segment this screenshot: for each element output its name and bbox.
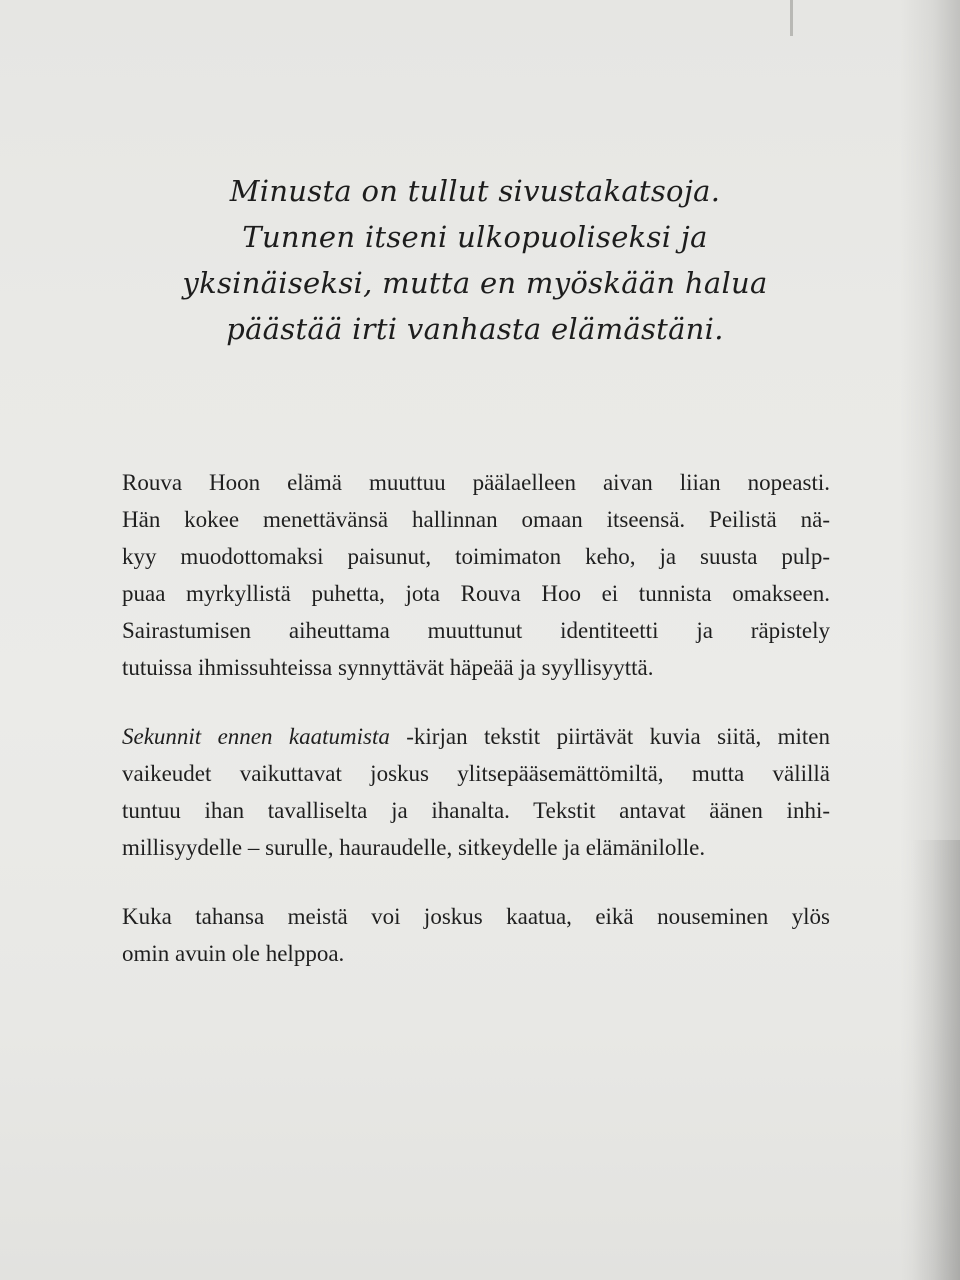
page-edge-lower-shadow (912, 840, 960, 1280)
epigraph-line: päästää irti vanhasta elämästäni. (226, 312, 724, 346)
paragraph-3 (122, 898, 830, 972)
epigraph-line: Minusta on tullut sivustakatsoja. (229, 174, 721, 208)
paragraph-1 (122, 464, 830, 686)
text-line: Hän kokee menettävänsä hallinnan omaan itseensä. Peilistä nä- (122, 507, 830, 532)
text-line: Sairastumisen aiheuttama muuttunut identiteetti ja räpistely (122, 618, 830, 643)
page-corner-mark (790, 0, 793, 36)
text-line: Kuka tahansa meistä voi joskus kaatua, eikä nouseminen ylös (122, 904, 830, 929)
paragraph-2 (122, 718, 830, 866)
text-line: kyy muodottomaksi paisunut, toimimaton keho, ja suusta pulp- (122, 544, 830, 569)
text-line: vaikeudet vaikuttavat joskus ylitsepääsemättömiltä, mutta välillä (122, 761, 830, 786)
text-line: omin avuin ole helppoa. (122, 941, 345, 966)
text-fragment: -kirjan tekstit piirtävät kuvia siitä, miten (389, 724, 830, 749)
text-line: millisyydelle – surulle, hauraudelle, sitkeydelle ja elämänilolle. (122, 835, 706, 860)
text-line: tutuissa ihmissuhteissa synnyttävät häpeää ja syyllisyyttä. (122, 655, 654, 680)
text-line: puaa myrkyllistä puhetta, jota Rouva Hoo ei tunnista omakseen. (122, 581, 830, 606)
epigraph-line: Tunnen itseni ulkopuoliseksi ja (242, 220, 708, 254)
epigraph (120, 168, 830, 352)
text-line: tuntuu ihan tavalliselta ja ihanalta. Tekstit antavat äänen inhi- (122, 798, 830, 823)
text-line (122, 718, 830, 755)
back-cover-text (122, 464, 830, 972)
book-title: Sekunnit ennen kaatumista (122, 724, 390, 749)
epigraph-line: yksinäiseksi, mutta en myöskään halua (182, 266, 768, 300)
text-line: Rouva Hoon elämä muuttuu päälaelleen aivan liian nopeasti. (122, 470, 830, 495)
